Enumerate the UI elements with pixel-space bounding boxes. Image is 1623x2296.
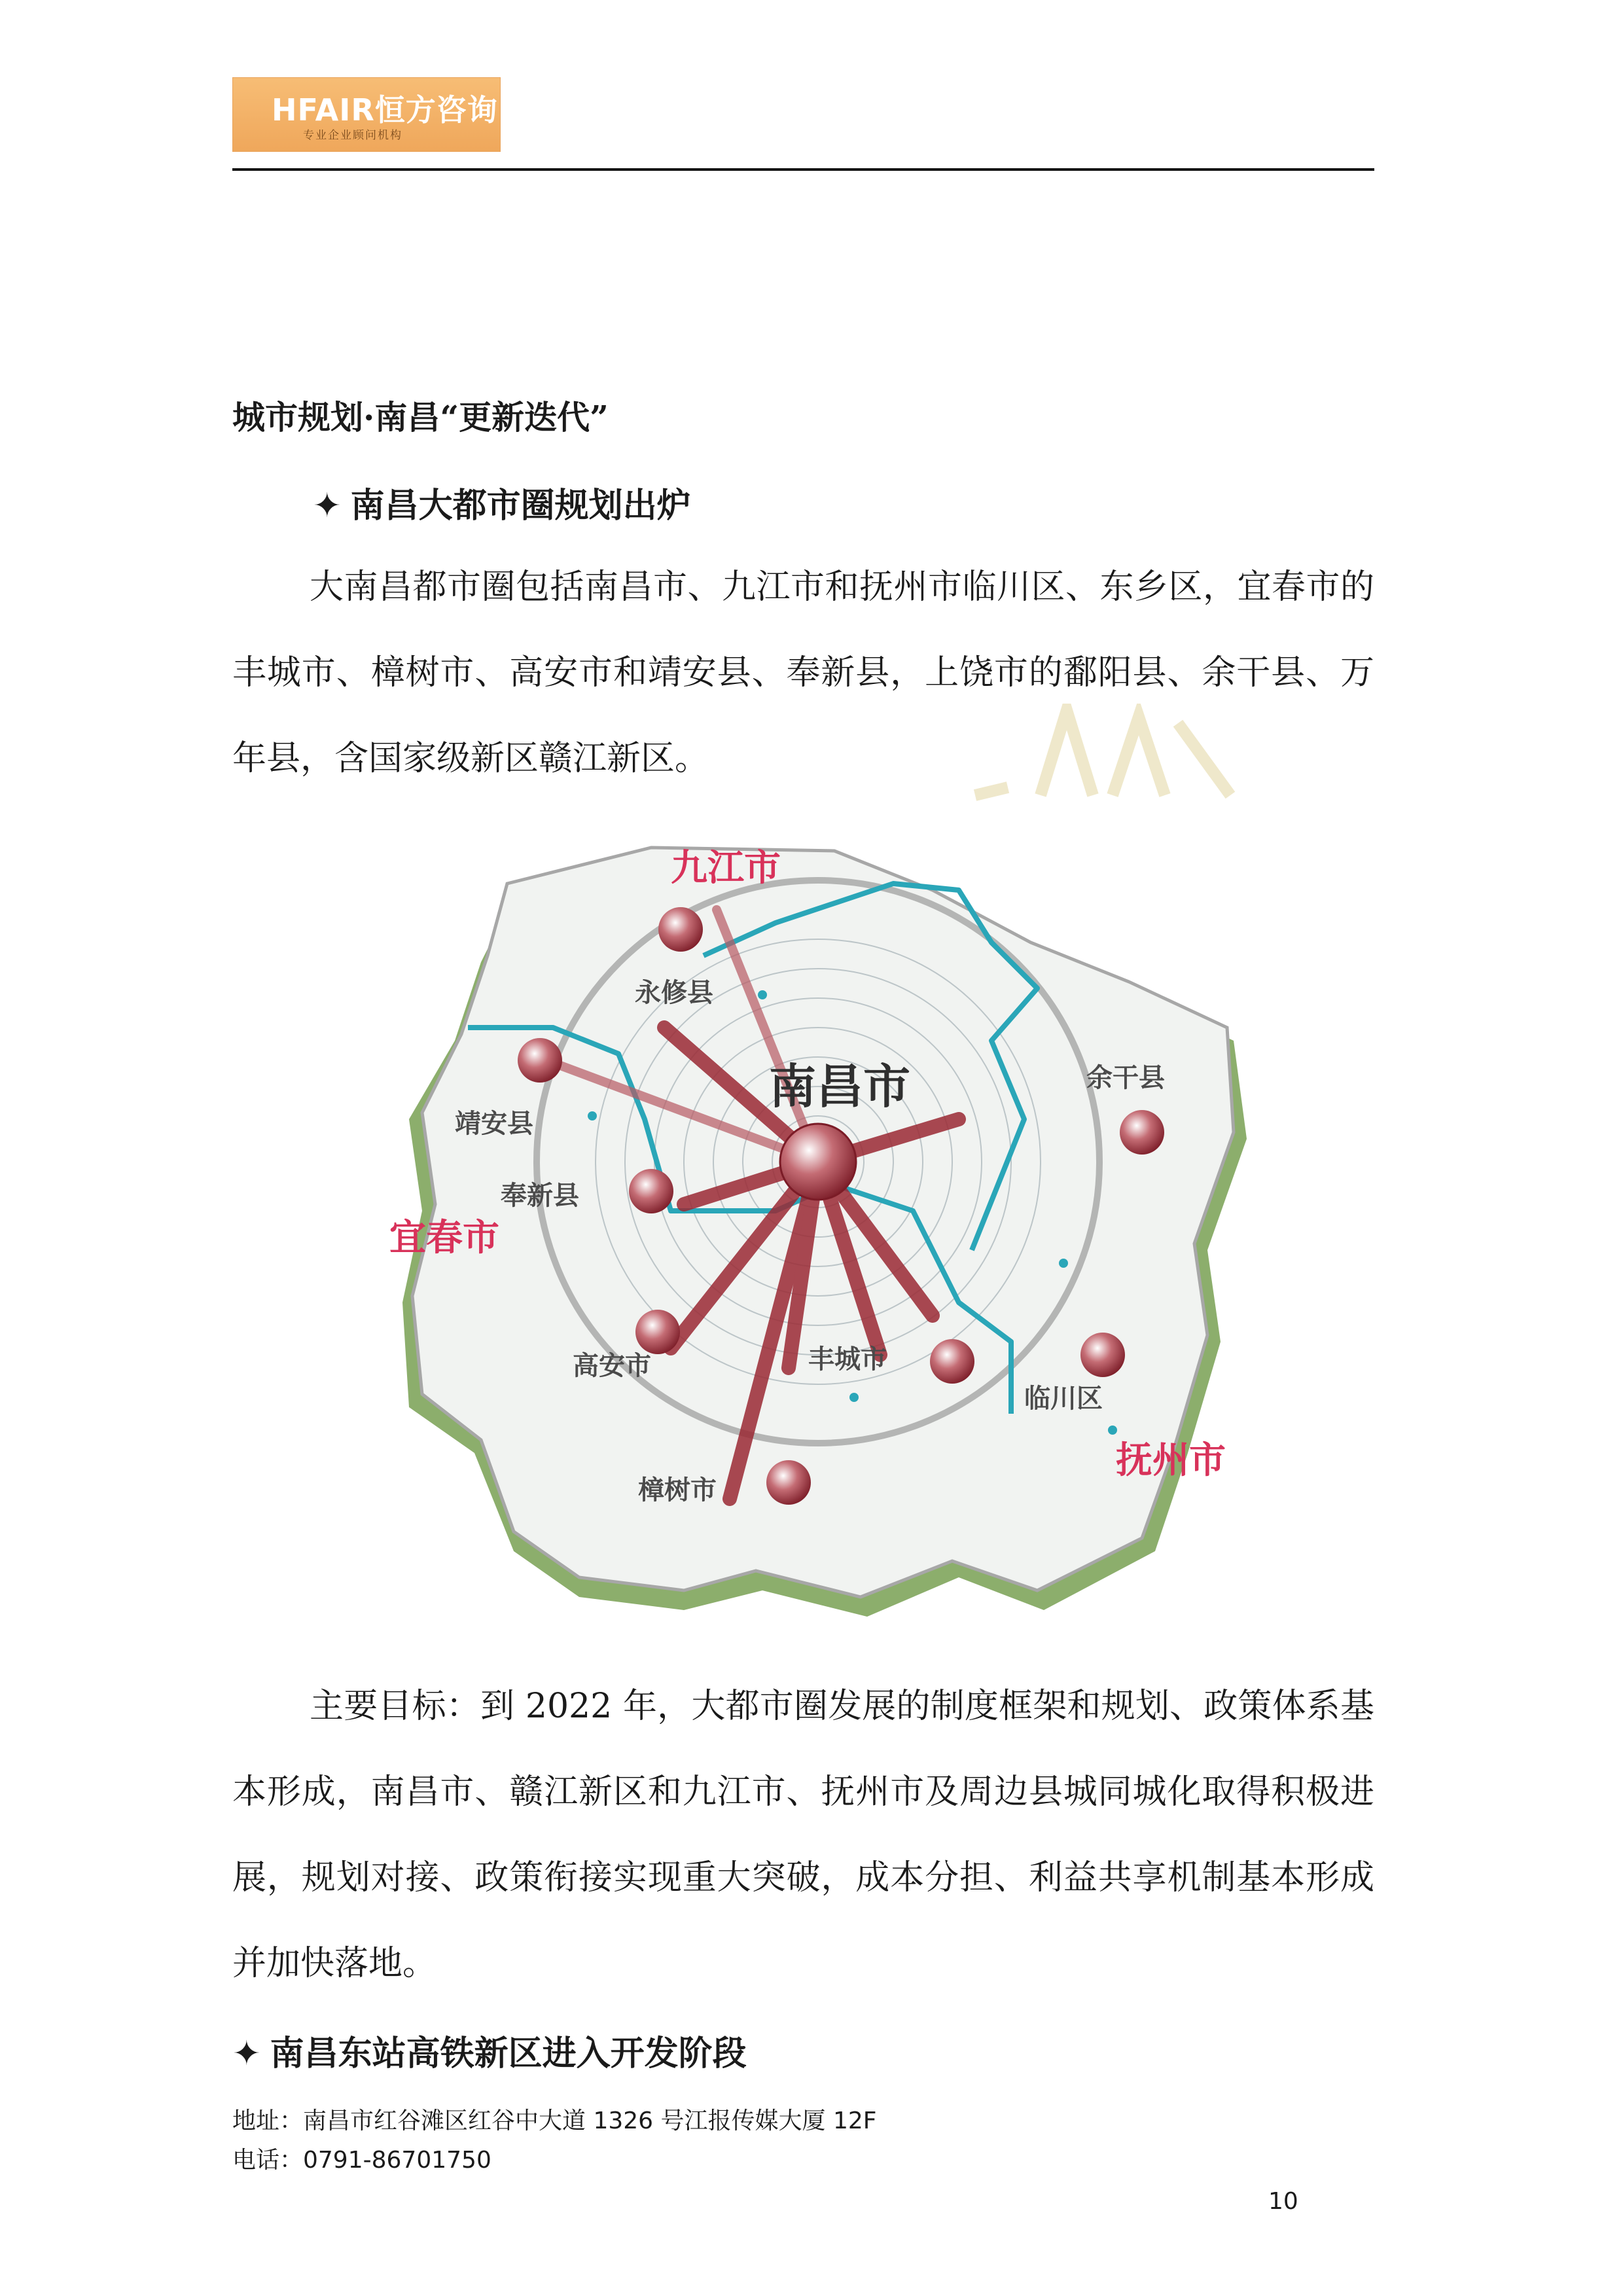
map-label-linchuan: 临川区 xyxy=(1024,1384,1103,1414)
watermark-logo xyxy=(969,704,1257,802)
metro-area-map xyxy=(383,844,1283,1636)
city-node-fengxin xyxy=(629,1169,673,1213)
city-node-fengcheng xyxy=(930,1339,974,1384)
map-landmass xyxy=(412,848,1234,1597)
map-label-fengcheng: 丰城市 xyxy=(808,1344,887,1374)
logo-sub-text: 专业企业顾问机构 xyxy=(303,129,402,142)
map-label-fuzhou: 抚州市 xyxy=(1116,1439,1226,1482)
city-node-linchuan xyxy=(1080,1333,1125,1377)
subhead-east-station-text: 南昌东站高铁新区进入开发阶段 xyxy=(270,2034,747,2073)
subhead-east-station xyxy=(232,2026,747,2075)
subhead-plan xyxy=(313,478,691,527)
map-label-yongxiu: 永修县 xyxy=(635,978,713,1008)
city-node-yugan xyxy=(1120,1110,1164,1155)
map-label-yichun: 宜春市 xyxy=(389,1217,499,1259)
star-icon: ✦ xyxy=(313,486,342,526)
footer-address: 地址：南昌市红谷滩区红谷中大道 1326 号江报传媒大厦 12F xyxy=(232,2108,877,2134)
section-title: 城市规划·南昌“更新迭代” xyxy=(232,398,609,437)
page-number: 10 xyxy=(1268,2188,1298,2215)
city-node-gaoan xyxy=(635,1310,680,1354)
map-label-zhangshu: 樟树市 xyxy=(638,1475,717,1505)
city-node-nanchang xyxy=(780,1124,856,1200)
star-icon: ✦ xyxy=(232,2034,261,2073)
paragraph-metro-scope: 大南昌都市圈包括南昌市、九江市和抚州市临川区、东乡区，宜春市的丰城市、樟树市、高安市和靖安县、奉新县，上饶市的鄱阳县、余干县、万年县，含国家级新区赣江新区。 xyxy=(232,567,1374,778)
city-node-jiujiang xyxy=(658,907,703,952)
footer-phone: 电话：0791-86701750 xyxy=(232,2147,491,2174)
subhead-plan-text: 南昌大都市圈规划出炉 xyxy=(350,486,691,526)
map-label-gaoan: 高安市 xyxy=(573,1351,651,1381)
map-label-nanchang: 南昌市 xyxy=(769,1059,911,1114)
paragraph-main-goals: 主要目标：到 2022 年，大都市圈发展的制度框架和规划、政策体系基本形成，南昌市、赣江新区和九江市、抚州市及周边县城同城化取得积极进展，规划对接、政策衔接实现重大突破，成本分担、利益共享机制基本形成并加快落地。 xyxy=(232,1687,1374,1983)
company-logo xyxy=(232,77,501,152)
city-node-jingan xyxy=(518,1038,562,1083)
city-node-zhangshu xyxy=(766,1460,811,1505)
map-label-fengxin: 奉新县 xyxy=(501,1181,579,1211)
map-label-jiujiang: 九江市 xyxy=(671,847,781,889)
logo-main-text: HFAIR恒方咨询 xyxy=(272,92,498,128)
map-label-jingan: 靖安县 xyxy=(455,1109,533,1139)
map-label-yugan: 余干县 xyxy=(1086,1063,1165,1093)
header-rule xyxy=(232,168,1374,171)
